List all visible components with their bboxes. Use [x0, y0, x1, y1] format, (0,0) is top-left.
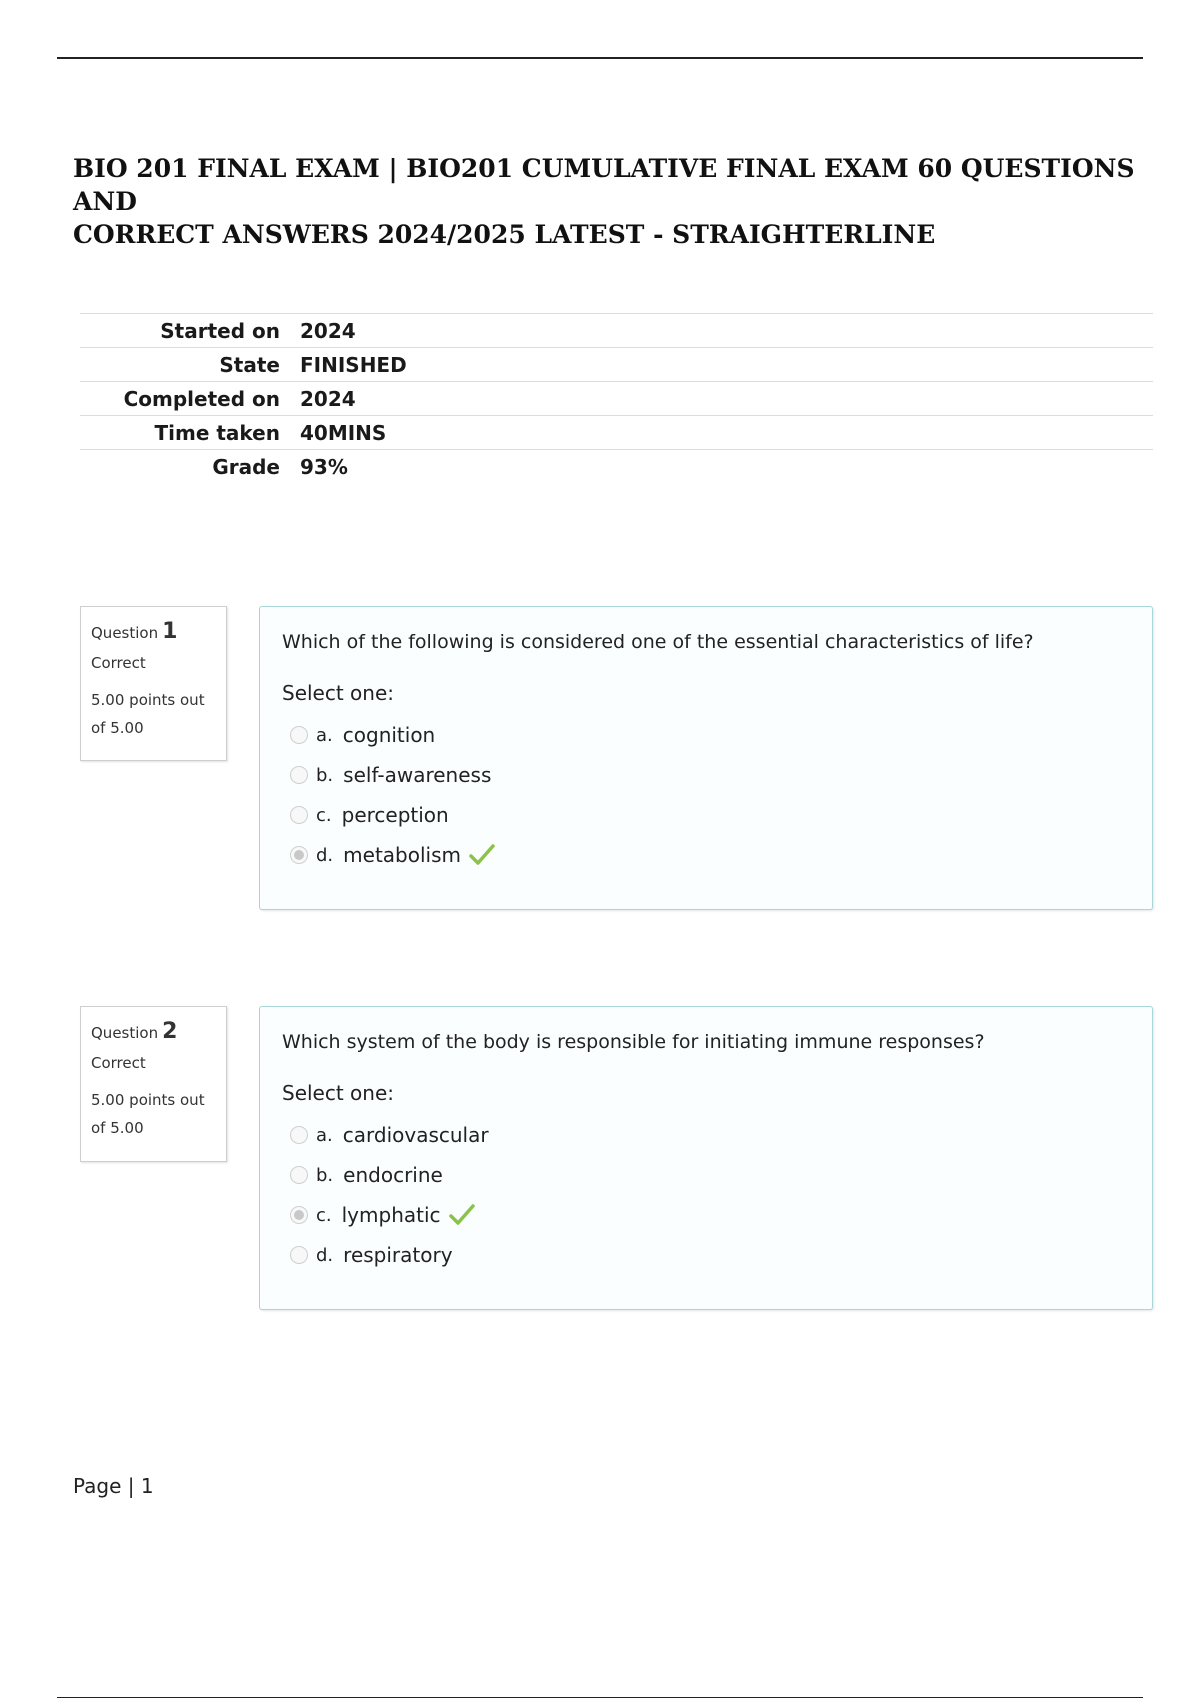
- summary-row-time-taken: [80, 416, 1153, 450]
- answer-options: [282, 1115, 1130, 1275]
- answer-letter: c.: [316, 1204, 332, 1226]
- select-one-prompt: Select one:: [282, 681, 395, 705]
- answer-option-a[interactable]: [282, 715, 1130, 755]
- radio-button[interactable]: [290, 806, 308, 824]
- grade-line-2: of 5.00: [91, 1119, 144, 1137]
- radio-button-selected[interactable]: [290, 1206, 308, 1224]
- select-one-prompt: Select one:: [282, 1081, 395, 1105]
- summary-label: Completed on: [123, 386, 280, 411]
- question-number: 2: [162, 1019, 178, 1044]
- answer-text: metabolism: [343, 843, 461, 867]
- answer-letter: d.: [316, 844, 334, 866]
- answer-text: respiratory: [343, 1243, 453, 1267]
- answer-option-c[interactable]: [282, 795, 1130, 835]
- question-2-content: [259, 1006, 1153, 1310]
- radio-button[interactable]: [290, 726, 308, 744]
- answer-letter: c.: [316, 804, 332, 826]
- grade-line-2: of 5.00: [91, 719, 144, 737]
- answer-letter: a.: [316, 724, 333, 746]
- grade-line-1: 5.00 points out: [91, 691, 205, 709]
- summary-label: Started on: [160, 318, 280, 343]
- question-state: Correct: [91, 1054, 146, 1072]
- radio-button[interactable]: [290, 1126, 308, 1144]
- title-line-2: CORRECT ANSWERS 2024/2025 LATEST - STRAIGHTERLINE: [73, 220, 936, 249]
- answer-text: endocrine: [343, 1163, 443, 1187]
- top-rule: [57, 57, 1143, 59]
- summary-value: 40MINS: [300, 420, 387, 445]
- answer-text: cardiovascular: [342, 1123, 489, 1147]
- answer-option-b[interactable]: [282, 1155, 1130, 1195]
- answer-option-d[interactable]: [282, 835, 1130, 875]
- question-2-info: [80, 1006, 227, 1162]
- radio-button[interactable]: [290, 1166, 308, 1184]
- attempt-summary-table: [80, 313, 1153, 484]
- question-text: Which system of the body is responsible for initiating immune responses?: [282, 1031, 985, 1053]
- title-line-1: BIO 201 FINAL EXAM | BIO201 CUMULATIVE FINAL EXAM 60 QUESTIONS AND: [73, 154, 1135, 216]
- question-grade: [91, 1086, 216, 1142]
- answer-letter: b.: [316, 764, 334, 786]
- answer-option-b[interactable]: [282, 755, 1130, 795]
- question-label: Question: [91, 1024, 159, 1042]
- question-1-content: [259, 606, 1153, 910]
- summary-row-grade: [80, 450, 1153, 484]
- summary-value: 2024: [300, 386, 356, 411]
- page-number: Page | 1: [73, 1474, 154, 1498]
- answer-option-a[interactable]: [282, 1115, 1130, 1155]
- radio-button-selected[interactable]: [290, 846, 308, 864]
- question-state: Correct: [91, 654, 146, 672]
- summary-label: State: [219, 352, 280, 377]
- summary-value: 2024: [300, 318, 356, 343]
- answer-options: [282, 715, 1130, 875]
- radio-button[interactable]: [290, 1246, 308, 1264]
- bottom-rule: [57, 1697, 1143, 1698]
- summary-value: FINISHED: [300, 352, 407, 377]
- correct-check-icon: [449, 1203, 475, 1227]
- radio-button[interactable]: [290, 766, 308, 784]
- answer-option-d[interactable]: [282, 1235, 1130, 1275]
- answer-text: self-awareness: [343, 763, 492, 787]
- summary-label: Time taken: [154, 420, 280, 445]
- answer-option-c[interactable]: [282, 1195, 1130, 1235]
- correct-check-icon: [469, 843, 495, 867]
- summary-row-state: [80, 348, 1153, 382]
- document-title: [73, 152, 1153, 251]
- summary-row-completed: [80, 382, 1153, 416]
- answer-text: lymphatic: [341, 1203, 441, 1227]
- question-label: Question: [91, 624, 159, 642]
- question-number: 1: [162, 619, 178, 644]
- question-text: Which of the following is considered one of the essential characteristics of life?: [282, 631, 1034, 653]
- answer-text: perception: [341, 803, 449, 827]
- answer-letter: a.: [316, 1124, 333, 1146]
- summary-row-started: [80, 314, 1153, 348]
- answer-letter: d.: [316, 1244, 334, 1266]
- grade-line-1: 5.00 points out: [91, 1091, 205, 1109]
- question-1-info: [80, 606, 227, 761]
- summary-value: 93%: [300, 454, 348, 479]
- summary-label: Grade: [212, 454, 280, 479]
- question-grade: [91, 686, 216, 742]
- answer-text: cognition: [342, 723, 436, 747]
- answer-letter: b.: [316, 1164, 334, 1186]
